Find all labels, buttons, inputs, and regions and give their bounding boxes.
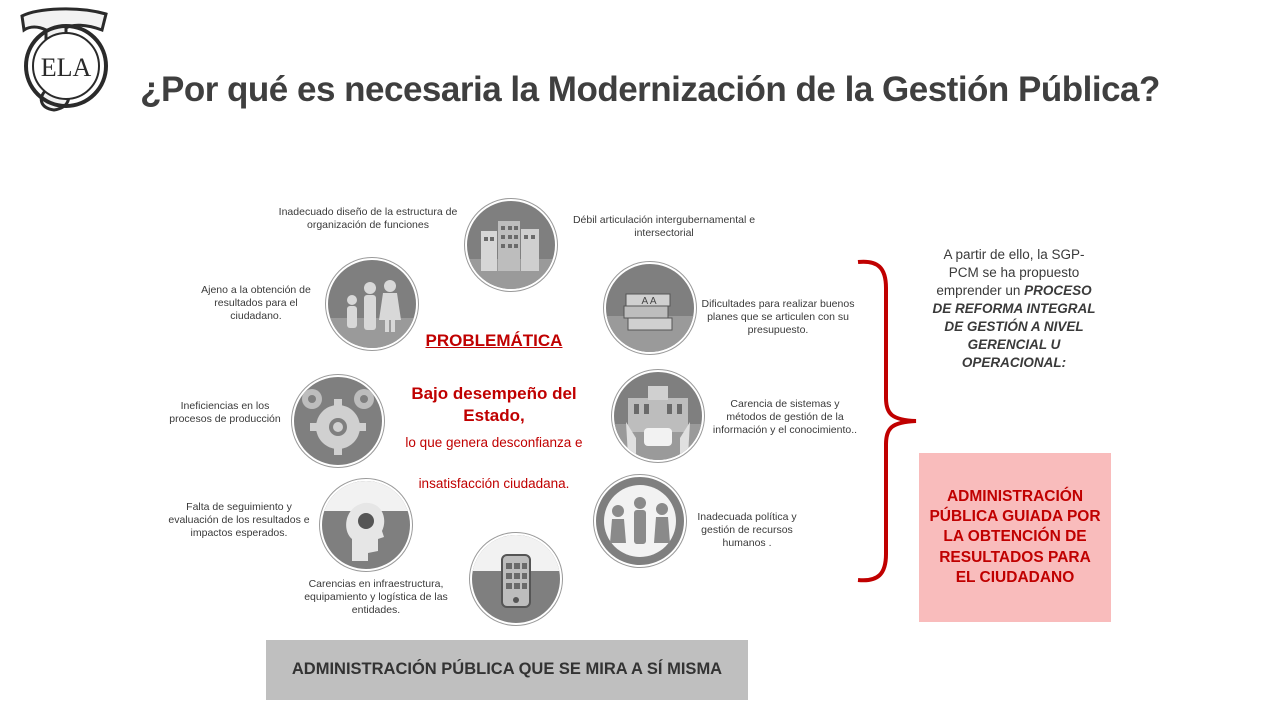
self-looking-box [266,640,748,700]
problem-label-articulation: Débil articulación intergubernamental e intersectorial [572,214,756,240]
buildings-icon [465,199,557,291]
problem-label-structure: Inadecuado diseño de la estructura de organización de funciones [278,206,458,232]
svg-text:A A: A A [641,296,657,307]
palace-icon [612,370,704,462]
problematica-sub: lo que genera desconfianza e [405,435,583,450]
head-icon [320,479,412,571]
problem-label-results: Ajeno a la obtención de resultados para el ciudadano. [201,284,311,323]
ela-logo [14,4,114,116]
curly-bracket [852,258,922,584]
problematica-main: Bajo desempeño del Estado, [411,384,577,426]
problem-label-information: Carencia de sistemas y métodos de gestión de la información y el conocimiento.. [712,398,858,437]
people-icon [594,475,686,567]
problem-label-evaluation: Falta de seguimiento y evaluación de los resultados e impactos esperados. [168,501,310,540]
money-icon [604,262,696,354]
problem-label-human-resources: Inadecuada política y gestión de recursos humanos . [697,511,797,550]
problem-label-infrastructure: Carencias en infraestructura, equipamiento y logística de las entidades. [304,578,448,617]
proposal-text [932,246,1096,372]
svg-text:ELA: ELA [40,53,92,82]
problem-label-budget: Dificultades para realizar buenos planes que se articulen con su presupuesto. [701,298,855,337]
problematica-heading: PROBLEMÁTICA [425,331,563,350]
proposal-intro: A partir de ello, la SGP-PCM se ha propuesto emprender un [936,247,1085,298]
result-oriented-text: ADMINISTRACIÓN PÚBLICA GUIADA POR LA OBTENCIÓN DE RESULTADOS PARA EL CIUDADANO [929,488,1101,586]
result-oriented-box [919,453,1111,622]
gears-icon [292,375,384,467]
self-looking-text: ADMINISTRACIÓN PÚBLICA QUE SE MIRA A SÍ MISMA [291,660,723,679]
problematica-sub-2: insatisfacción ciudadana. [418,476,570,491]
proposal-emphasis: PROCESO DE REFORMA INTEGRAL DE GESTIÓN A NIVEL GERENCIAL U OPERACIONAL: [932,282,1096,370]
phone-icon [470,533,562,625]
problem-label-production: Ineficiencias en los procesos de producción [169,400,281,426]
page-title: ¿Por qué es necesaria la Modernización de la Gestión Pública? [140,70,1160,109]
